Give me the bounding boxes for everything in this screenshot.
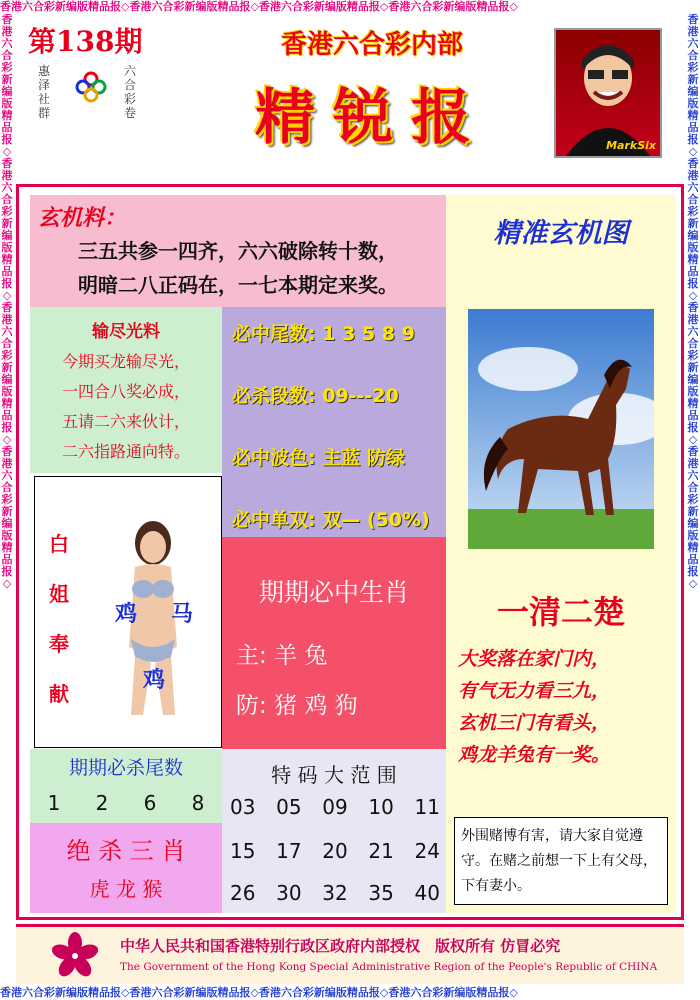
lose-all-panel	[30, 307, 222, 473]
kill-three-animals: 虎 龙 猴	[89, 877, 163, 901]
org-left: 惠泽 社群	[38, 64, 51, 120]
mystery-label: 玄机料：	[38, 206, 127, 231]
range-row-3: 26 30 32 35 40	[230, 881, 440, 905]
beauty-panel	[34, 476, 222, 748]
beauty-animal-2: 马	[171, 602, 194, 627]
header	[16, 14, 684, 184]
zodiac-guard: 防: 猪 鸡 狗	[236, 693, 358, 719]
horse-image	[468, 309, 654, 549]
mystery-panel	[30, 195, 446, 307]
footer-en: The Government of the Hong Kong Special Administrative Region of the People's Republic of CHINA	[120, 961, 658, 973]
org-right: 六合彩卷	[124, 64, 137, 120]
footer	[16, 924, 684, 984]
flower-logo-icon	[74, 70, 108, 104]
subtitle: 香港六合彩内部	[280, 30, 463, 60]
host-photo	[554, 28, 662, 158]
predictions-panel	[222, 307, 446, 537]
issue-number: 第138期	[28, 25, 143, 58]
mystery-line-2: 明暗二八正码在，一七本期定来奖。	[78, 273, 398, 297]
kill-three-panel	[30, 823, 222, 913]
lose-all-line-1: 今期买龙输尽光，	[61, 352, 190, 371]
mystery-line-1: 三五共参一四齐，六六破除转十数，	[78, 239, 398, 263]
range-row-1: 03 05 09 10 11	[230, 795, 440, 819]
range-title: 特 码 大 范 围	[271, 763, 397, 787]
right-poem: 大奖落在家门内， 有气无力看三九， 玄机三门有看头， 鸡龙羊兔有一奖。	[458, 648, 611, 766]
prediction-odd-even: 必中单双: 双— (50%)	[232, 509, 430, 531]
prediction-tail: 必中尾数: 1 3 5 8 9	[232, 323, 415, 345]
range-panel	[222, 749, 446, 913]
kill-three-title: 绝 杀 三 肖	[66, 837, 186, 865]
prediction-color: 必中波色: 主蓝 防绿	[232, 447, 405, 469]
bauhinia-emblem-icon	[50, 931, 100, 981]
left-border-text: 香港六合彩新编版精品报◇香港六合彩新编版精品报◇香港六合彩新编版精品报◇香港六合彩新编版精品报◇	[1, 14, 13, 590]
zodiac-main: 主: 羊 兔	[236, 643, 328, 669]
kill-tail-title: 期期必杀尾数	[68, 757, 183, 779]
beauty-animal-3: 鸡	[143, 668, 166, 693]
beauty-side-text: 白 姐 奉 献	[49, 532, 69, 706]
lose-all-line-3: 五请二六来伙计，	[61, 412, 190, 431]
top-border-text: 香港六合彩新编版精品报◇香港六合彩新编版精品报◇香港六合彩新编版精品报◇香港六合彩新编版精品报◇	[0, 0, 518, 13]
right-phrase: 一清二楚	[496, 593, 625, 631]
kill-tail-digits: 1 2 6 8	[47, 791, 205, 815]
prediction-segment: 必杀段数: 09---20	[232, 385, 399, 407]
zodiac-title: 期期必中生肖	[258, 578, 409, 607]
beauty-animal-1: 鸡	[115, 602, 138, 627]
right-border-text: 香港六合彩新编版精品报◇香港六合彩新编版精品报◇香港六合彩新编版精品报◇香港六合彩新编版精品报◇	[687, 14, 699, 590]
paper-title: 精锐报	[255, 83, 489, 153]
notice-box: 外围赌博有害，请大家自觉遵守。在赌之前想一下上有父母，下有妻小。	[454, 817, 668, 905]
lose-all-title: 输尽光料	[92, 322, 160, 342]
footer-cn: 中华人民共和国香港特别行政区政府内部授权 版权所有 仿冒必究	[120, 937, 561, 955]
right-panel	[446, 195, 676, 913]
lose-all-line-2: 一四合八奖必成，	[61, 382, 190, 401]
right-title: 精准玄机图	[493, 218, 629, 249]
lose-all-line-4: 二六指路通向特。	[61, 442, 190, 461]
photo-badge: MarkSix	[606, 139, 656, 152]
range-row-2: 15 17 20 21 24	[230, 839, 440, 863]
bottom-border-text: 香港六合彩新编版精品报◇香港六合彩新编版精品报◇香港六合彩新编版精品报◇香港六合彩新编版精品报◇	[0, 986, 518, 999]
zodiac-panel	[222, 537, 446, 749]
kill-tail-panel	[30, 749, 222, 823]
